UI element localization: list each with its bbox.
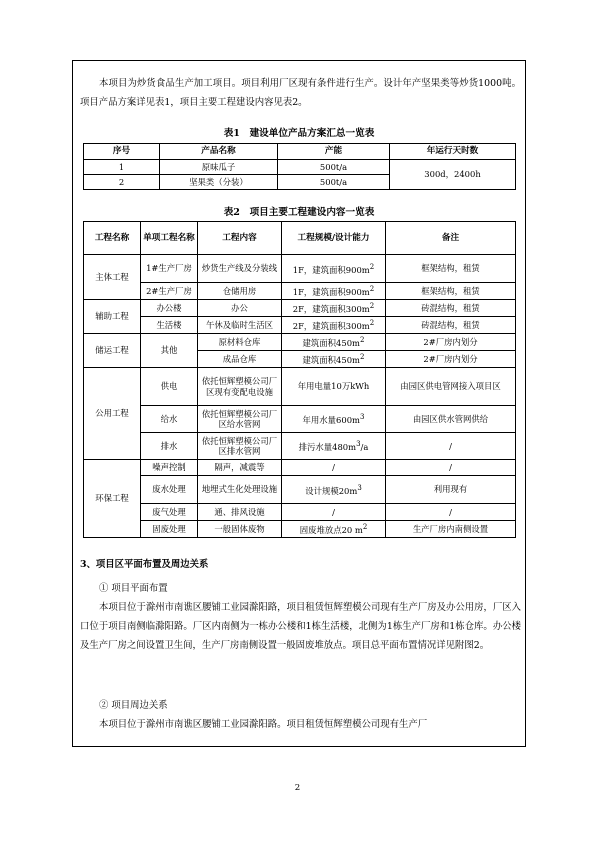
t2-cell: 通、排风设施 [198,504,282,521]
t2-cell: 排污水量$480m^3/a$ [282,433,386,460]
t2-cell: 建筑面积$450m^2$ [282,351,386,368]
t2-cell: 办公楼 [141,300,198,317]
t2-cell: 由园区供电管网接入项目区 [386,368,516,406]
t2-cell: 1F，建筑面积$900m^2$ [282,283,386,300]
t1-cell: 坚果类（分装） [160,175,278,190]
t2-cell: 框架结构，租赁 [386,255,516,283]
t2-cell: 砖混结构，租赁 [386,317,516,334]
product-plan-table [83,143,516,190]
t2-cell: 废气处理 [141,504,198,521]
t1-cell: 500t/a [278,175,390,190]
t2-cell: 依托恒辉塑模公司厂区排水管网 [198,433,282,460]
table-row [84,504,516,521]
t2-header-scale: 工程规模/设计能力 [282,222,386,255]
t2-cell: 框架结构，租赁 [386,283,516,300]
t2-header-project: 工程名称 [84,222,141,255]
t2-header-remark: 备注 [386,222,516,255]
t2-cell: 1F，建筑面积$900m^2$ [282,255,386,283]
t1-header-capacity: 产能 [278,144,390,160]
table-row [84,521,516,538]
t2-cell: 废水处理 [141,476,198,504]
t2-cell: 2F，建筑面积$300m^2$ [282,317,386,334]
t2-cell: 固废堆放点20 $m^2$ [282,521,386,538]
t2-cell: 年用水量$600m^3$ [282,406,386,433]
t2-cell: / [386,433,516,460]
t2-header-content: 工程内容 [198,222,282,255]
t2-cell: 固废处理 [141,521,198,538]
t2-cell: / [386,504,516,521]
page-number: 2 [294,783,301,793]
t2-cell: 砖混结构，租赁 [386,300,516,317]
group-env: 环保工程 [84,460,141,538]
t2-cell: 2#生产厂房 [141,283,198,300]
t2-cell: 1#生产厂房 [141,255,198,283]
table-row [84,368,516,406]
t2-cell: 依托恒辉塑模公司厂区现有变配电设施 [198,368,282,406]
table-row [84,476,516,504]
layout-paragraph: 本项目位于滁州市南谯区腰铺工业园滁阳路，项目租赁恒辉塑模公司现有生产厂房及办公用房，厂区入口位于项目南侧临滁阳路。厂区内南侧为一栋办公楼和1栋生活楼，北侧为1栋生产厂房和1栋仓库。办公楼及生产厂房之间设置卫生间，生产厂房南侧设置一般固废堆放点。项目总平面布置情况详见附图2。 [80,602,521,651]
table-row [84,300,516,317]
t2-cell: 供电 [141,368,198,406]
table1-caption: 表1 建设单位产品方案汇总一览表 [223,128,375,139]
t2-cell: 炒货生产线及分装线 [198,255,282,283]
table-row [84,433,516,460]
t2-cell: 地埋式生化处理设施 [198,476,282,504]
t1-header-no: 序号 [84,144,160,160]
intro-paragraph: 本项目为炒货食品生产加工项目。项目利用厂区现有条件进行生产。设计年产坚果类等炒货1000吨。项目产品方案详见表1，项目主要工程建设内容见表2。 [80,78,521,108]
construction-content-table [83,221,516,538]
t2-cell: / [282,460,386,476]
t1-cell: 1 [84,160,160,175]
t2-cell: 由园区供水管网供给 [386,406,516,433]
table-row [84,317,516,334]
t2-cell: 年用电量10万kWh [282,368,386,406]
t1-header-runtime: 年运行天时数 [390,144,516,160]
t2-cell: / [386,460,516,476]
t2-cell: 噪声控制 [141,460,198,476]
table-row [84,460,516,476]
t2-cell: 建筑面积$450m^2$ [282,334,386,351]
t1-cell: 500t/a [278,160,390,175]
surroundings-paragraph: 本项目位于滁州市南谯区腰铺工业园滁阳路。项目租赁恒辉塑模公司现有生产厂 [99,719,428,730]
table2-caption: 表2 项目主要工程建设内容一览表 [223,207,375,218]
t2-cell: 设计规模$20m^3$ [282,476,386,504]
t2-cell: 办公 [198,300,282,317]
t1-runtime-cell: 300d，2400h [390,160,516,190]
t2-cell: 生活楼 [141,317,198,334]
table-row [84,255,516,283]
t2-cell: 生产厂房内南侧设置 [386,521,516,538]
table-row [84,406,516,433]
t2-cell: 依托恒辉塑模公司厂区给水管网 [198,406,282,433]
group-utility: 公用工程 [84,368,141,460]
group-aux: 辅助工程 [84,300,141,334]
t2-cell: 成品仓库 [198,351,282,368]
t2-cell: 一般固体废物 [198,521,282,538]
t2-cell: 排水 [141,433,198,460]
t1-header-product: 产品名称 [160,144,278,160]
t2-cell: 2#厂房内划分 [386,334,516,351]
t2-cell: 利用现有 [386,476,516,504]
t2-cell: 隔声，减震等 [198,460,282,476]
t2-cell: 原材料仓库 [198,334,282,351]
t2-cell: 给水 [141,406,198,433]
group-storage: 储运工程 [84,334,141,368]
group-main: 主体工程 [84,255,141,300]
t2-cell: 2F，建筑面积$300m^2$ [282,300,386,317]
table-row [84,160,516,175]
table-row [84,283,516,300]
t1-cell: 原味瓜子 [160,160,278,175]
subsection-surroundings: ② 项目周边关系 [99,700,168,711]
t2-cell: 2#厂房内划分 [386,351,516,368]
t2-cell: / [282,504,386,521]
t2-cell: 其他 [141,334,198,368]
subsection-layout: ① 项目平面布置 [99,583,168,594]
t2-cell: 午休及临时生活区 [198,317,282,334]
t1-cell: 2 [84,175,160,190]
section-heading: 3、项目区平面布置及周边关系 [80,559,209,570]
t2-header-subproject: 单项工程名称 [141,222,198,255]
table-row [84,334,516,351]
t2-cell: 仓储用房 [198,283,282,300]
